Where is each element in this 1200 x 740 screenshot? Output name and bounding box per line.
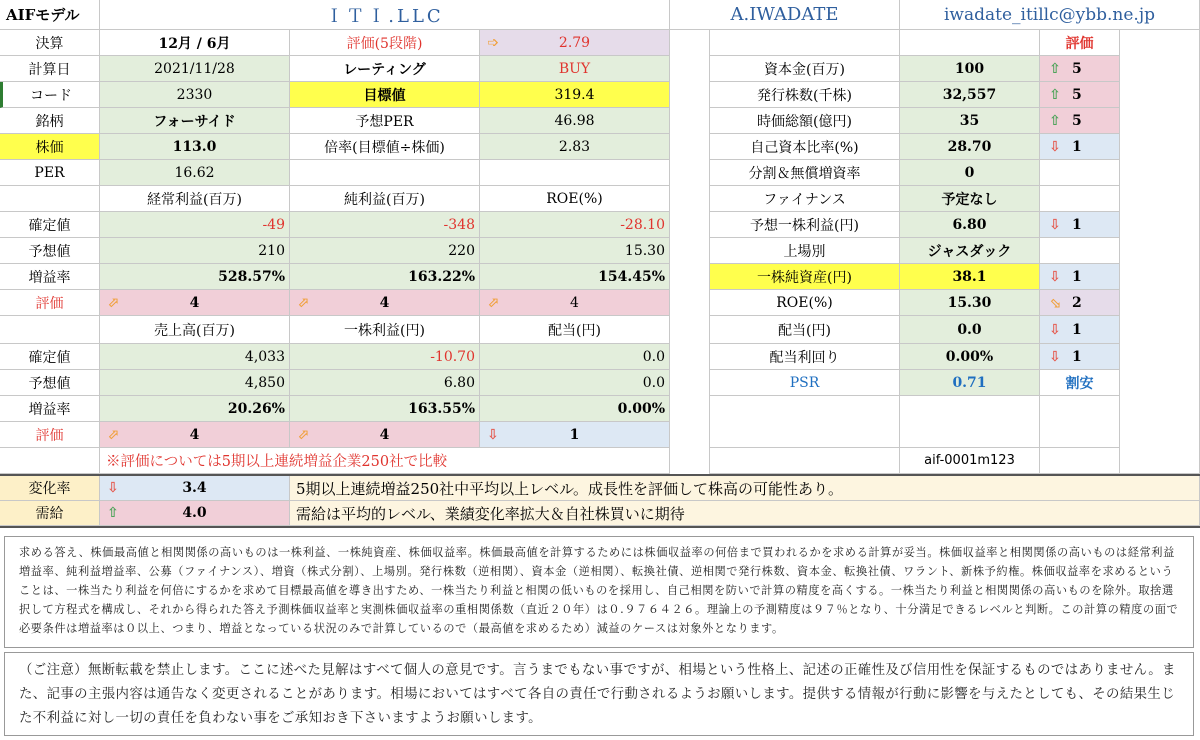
right-label: 一株純資産(円) <box>710 264 900 290</box>
author-name: A.IWADATE <box>670 0 900 30</box>
change-comment: 5期以上連続増益250社中平均以上レベル。成長性を評価して株高の可能性あり。 <box>290 476 1200 501</box>
target-value: 319.4 <box>480 82 670 108</box>
supply-cell <box>100 501 290 526</box>
blank-cell <box>1040 238 1120 264</box>
right-label: 自己資本比率(%) <box>710 134 900 160</box>
blank-cell <box>900 396 1040 448</box>
right-label: 資本金(百万) <box>710 56 900 82</box>
down-arrow-icon: ⇩ <box>1049 138 1061 155</box>
eval-header: 評価 <box>1040 30 1120 56</box>
sales-cell: -10.70 <box>290 344 480 370</box>
right-score-cell <box>1040 82 1120 108</box>
eval5-label: 評価(5段階) <box>290 30 480 56</box>
profit-row-label: 予想値 <box>0 238 100 264</box>
profit-header-2: ROE(%) <box>480 186 670 212</box>
northeast-arrow-icon: ⬀ <box>297 426 309 443</box>
right-score: 1 <box>1072 268 1082 285</box>
supply-value: 4.0 <box>182 505 207 521</box>
northeast-arrow-icon: ⬀ <box>487 294 499 311</box>
down-arrow-icon: ⇩ <box>1049 321 1061 338</box>
right-label: ROE(%) <box>710 290 900 316</box>
blank-cell <box>1040 186 1120 212</box>
kessan-value: 12月 / 6月 <box>100 30 290 56</box>
northeast-arrow-icon: ⬀ <box>107 294 119 311</box>
right-score-cell <box>1040 212 1120 238</box>
sales-eval-value: 4 <box>379 426 390 443</box>
down-arrow-icon: ⇩ <box>107 480 119 496</box>
up-arrow-icon: ⇧ <box>1049 86 1061 103</box>
right-value: 0.0 <box>900 316 1040 344</box>
down-arrow-icon: ⇩ <box>1049 268 1061 285</box>
sales-cell: 20.26% <box>100 396 290 422</box>
sales-cell: 4,850 <box>100 370 290 396</box>
right-label: 予想一株利益(円) <box>710 212 900 238</box>
northeast-arrow-icon: ⬀ <box>297 294 309 311</box>
sales-cell: 4,033 <box>100 344 290 370</box>
sales-row-label: 予想値 <box>0 370 100 396</box>
sales-header-1: 一株利益(円) <box>290 316 480 344</box>
right-label: 上場別 <box>710 238 900 264</box>
right-score: 割安 <box>1040 370 1120 396</box>
profit-row-label: 増益率 <box>0 264 100 290</box>
right-label: 配当(円) <box>710 316 900 344</box>
right-value: 38.1 <box>900 264 1040 290</box>
right-value: 15.30 <box>900 290 1040 316</box>
ratio-value: 2.83 <box>480 134 670 160</box>
sales-row-label: 確定値 <box>0 344 100 370</box>
profit-header-1: 純利益(百万) <box>290 186 480 212</box>
right-arrow-icon: ➩ <box>487 34 499 51</box>
change-label: 変化率 <box>0 476 100 501</box>
blank-cell <box>1040 448 1120 474</box>
eper-value: 46.98 <box>480 108 670 134</box>
price-label: 株価 <box>0 134 100 160</box>
right-score: 2 <box>1072 294 1082 311</box>
right-value: 35 <box>900 108 1040 134</box>
up-arrow-icon: ⇧ <box>1049 112 1061 129</box>
eper-label: 予想PER <box>290 108 480 134</box>
southeast-arrow-icon: ⬂ <box>1049 294 1061 311</box>
right-score-cell <box>1040 290 1120 316</box>
right-value: 100 <box>900 56 1040 82</box>
down-arrow-icon: ⇩ <box>1049 216 1061 233</box>
right-value: 0 <box>900 160 1040 186</box>
profit-cell: 154.45% <box>480 264 670 290</box>
profit-cell: 220 <box>290 238 480 264</box>
profit-header-0: 経常利益(百万) <box>100 186 290 212</box>
right-label: 発行株数(千株) <box>710 82 900 108</box>
profit-eval-cell <box>100 290 290 316</box>
blank-cell <box>710 396 900 448</box>
eval5-cell <box>480 30 670 56</box>
right-score: 5 <box>1072 112 1082 129</box>
sales-cell: 163.55% <box>290 396 480 422</box>
blank-cell <box>0 186 100 212</box>
right-value: 予定なし <box>900 186 1040 212</box>
blank-cell <box>710 30 900 56</box>
code-label: コード <box>0 82 100 108</box>
right-value: 0.71 <box>900 370 1040 396</box>
right-score-cell <box>1040 316 1120 344</box>
sales-eval-value: 1 <box>569 426 580 443</box>
down-arrow-icon: ⇩ <box>487 426 499 443</box>
disclaimer-text: （ご注意）無断転載を禁止します。ここに述べた見解はすべて個人の意見です。言うまでもない事ですが、相場という性格上、記述の正確性及び信用性を保証するものではありません。また、記事の主張内容は通告なく変更されることがあります。相場においてはすべて各自の責任で行動されるようお願いします。提供する情報が行動に影響を与えたとしても、その結果生じた不利益に対し一切の責任を負わない事をご承知おき下さいますようお願いします。 <box>4 652 1194 736</box>
right-score: 1 <box>1072 348 1082 365</box>
blank-cell <box>1120 30 1200 474</box>
right-label: 分割＆無償増資率 <box>710 160 900 186</box>
eval5-value: 2.79 <box>558 34 591 51</box>
email-link[interactable]: iwadate_itillc@ybb.ne.jp <box>900 0 1200 30</box>
right-score-cell <box>1040 134 1120 160</box>
right-score: 5 <box>1072 86 1082 103</box>
sales-cell: 0.0 <box>480 344 670 370</box>
blank-cell <box>1040 160 1120 186</box>
profit-eval-value: 4 <box>189 294 200 311</box>
right-score-cell <box>1040 264 1120 290</box>
rating-value: BUY <box>480 56 670 82</box>
profit-cell: 15.30 <box>480 238 670 264</box>
blank-cell <box>900 30 1040 56</box>
blank-cell <box>1040 396 1120 448</box>
sales-eval-cell <box>480 422 670 448</box>
right-score-cell <box>1040 56 1120 82</box>
right-value: 28.70 <box>900 134 1040 160</box>
company-name: ＩＴＩ.LLC <box>100 0 670 30</box>
blank-cell <box>710 448 900 474</box>
ref-code: aif-0001m123 <box>900 448 1040 474</box>
explanation-text: 求める答え、株価最高値と相関関係の高いものは一株利益、一株純資産、株価収益率。株価最高値を計算するためには株価収益率の何倍まで買われるかを求める計算が妥当。株価収益率と相関関係の高いものは経常利益増益率、純利益増益率、公募（ファイナンス）、増資（株式分割）、上場別。発行株数（逆相関）、資本金（逆相関）、転換社債、逆相関で発行株数、資本金、転換社債、ワラント、新株予約権。株価収益率を求めるということは、一株当たり利益を何倍にするかを求めて目標最高値を導き出すため、一株当たり利益と相関の低いものを採用し、自己相関を防いで計算の精度を高くする。一株当たり利益と相関関係の高いものを除外。取捨選択して方程式を構成し、それから得られた答え予測株価収益率と実測株価収益率の重相関係数（直近２０年）は０.９７６４２６。理論上の予測精度は９７％となり、十分満足できるレベルと判断。この計算の精度の面で必要条件は増益率は０以上、つまり、増益となっている状況のみで計算しているので（最高値を求めるため）減益のケースは対象外となります。 <box>4 536 1194 648</box>
change-cell <box>100 476 290 501</box>
blank-cell <box>480 160 670 186</box>
profit-eval-value: 4 <box>379 294 390 311</box>
right-label: PSR <box>710 370 900 396</box>
profit-cell: -28.10 <box>480 212 670 238</box>
name-label: 銘柄 <box>0 108 100 134</box>
right-score-cell <box>1040 344 1120 370</box>
supply-label: 需給 <box>0 501 100 526</box>
right-value: 6.80 <box>900 212 1040 238</box>
sales-row-label: 増益率 <box>0 396 100 422</box>
sales-row-label: 評価 <box>0 422 100 448</box>
profit-eval-cell <box>480 290 670 316</box>
right-label: ファイナンス <box>710 186 900 212</box>
profit-cell: 528.57% <box>100 264 290 290</box>
sales-header-2: 配当(円) <box>480 316 670 344</box>
profit-cell: -348 <box>290 212 480 238</box>
blank-cell <box>0 316 100 344</box>
profit-eval-cell <box>290 290 480 316</box>
blank-cell <box>290 160 480 186</box>
sales-cell: 6.80 <box>290 370 480 396</box>
spacer-column <box>670 30 710 474</box>
profit-row-label: 確定値 <box>0 212 100 238</box>
right-score-cell <box>1040 108 1120 134</box>
blank-cell <box>0 448 100 474</box>
target-label: 目標値 <box>290 82 480 108</box>
sales-eval-cell <box>290 422 480 448</box>
down-arrow-icon: ⇩ <box>1049 348 1061 365</box>
change-value: 3.4 <box>182 480 207 496</box>
sales-cell: 0.0 <box>480 370 670 396</box>
ratio-label: 倍率(目標値÷株価) <box>290 134 480 160</box>
right-value: ジャスダック <box>900 238 1040 264</box>
rating-label: レーティング <box>290 56 480 82</box>
right-score: 1 <box>1072 138 1082 155</box>
right-score: 5 <box>1072 60 1082 77</box>
per-label: PER <box>0 160 100 186</box>
right-label: 配当利回り <box>710 344 900 370</box>
name-value: フォーサイド <box>100 108 290 134</box>
up-arrow-icon: ⇧ <box>1049 60 1061 77</box>
eval-note: ※評価については5期以上連続増益企業250社で比較 <box>100 448 670 474</box>
profit-eval-value: 4 <box>570 294 579 311</box>
profit-row-label: 評価 <box>0 290 100 316</box>
up-arrow-icon: ⇧ <box>107 505 119 521</box>
code-value: 2330 <box>100 82 290 108</box>
sales-eval-cell <box>100 422 290 448</box>
model-title: AIFモデル <box>0 0 100 30</box>
right-label: 時価総額(億円) <box>710 108 900 134</box>
per-value: 16.62 <box>100 160 290 186</box>
northeast-arrow-icon: ⬀ <box>107 426 119 443</box>
calcdate-label: 計算日 <box>0 56 100 82</box>
right-value: 32,557 <box>900 82 1040 108</box>
right-value: 0.00% <box>900 344 1040 370</box>
right-score: 1 <box>1072 321 1082 338</box>
supply-comment: 需給は平均的レベル、業績変化率拡大＆自社株買いに期待 <box>290 501 1200 526</box>
sales-cell: 0.00% <box>480 396 670 422</box>
profit-cell: 210 <box>100 238 290 264</box>
kessan-label: 決算 <box>0 30 100 56</box>
profit-cell: -49 <box>100 212 290 238</box>
price-value: 113.0 <box>100 134 290 160</box>
sales-eval-value: 4 <box>189 426 200 443</box>
right-score: 1 <box>1072 216 1082 233</box>
profit-cell: 163.22% <box>290 264 480 290</box>
sales-header-0: 売上高(百万) <box>100 316 290 344</box>
calcdate-value: 2021/11/28 <box>100 56 290 82</box>
